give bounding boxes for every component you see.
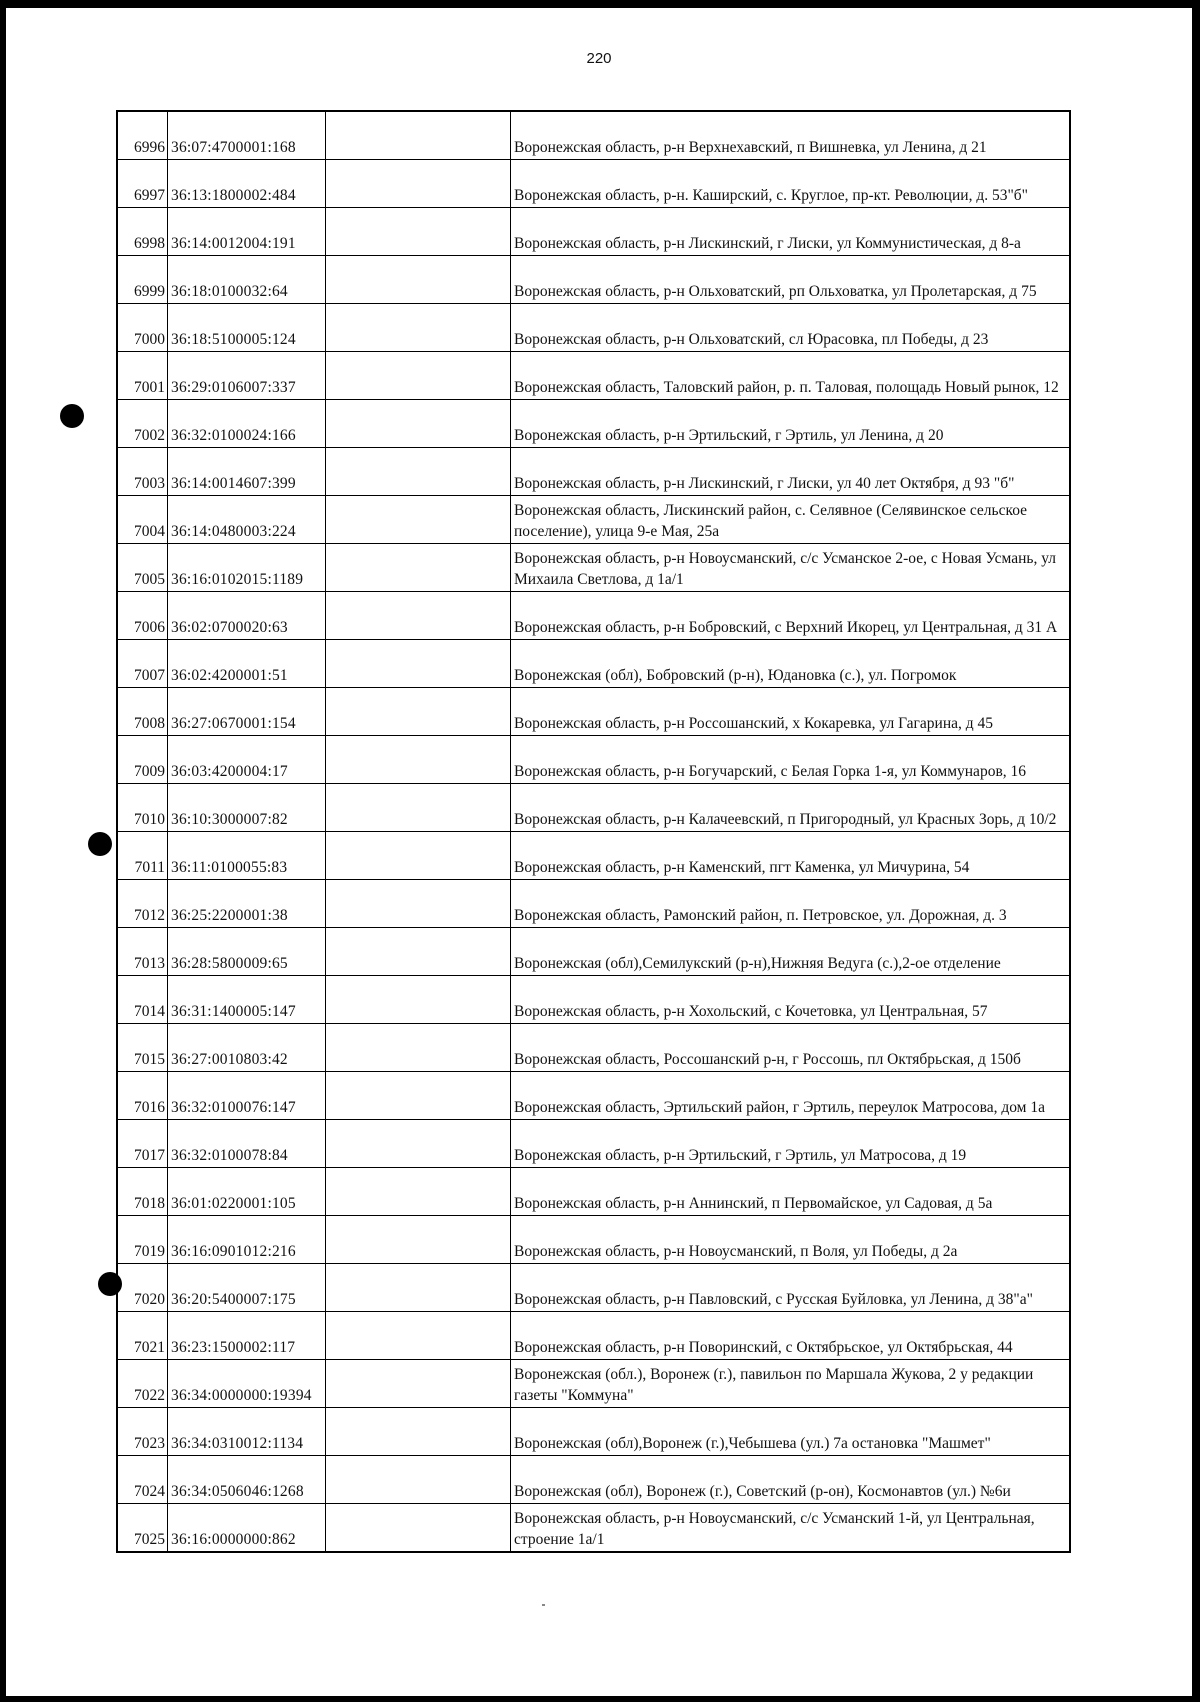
table-row <box>117 1216 1070 1264</box>
address-cell: Воронежская область, Лискинский район, с. Селявное (Селявинское сельское поселение), улица 9-е Мая, 25а <box>511 496 1071 544</box>
row-number-cell: 6997 <box>117 160 168 208</box>
cadastral-number-cell: 36:01:0220001:105 <box>168 1168 326 1216</box>
row-number-cell: 7008 <box>117 688 168 736</box>
table-row <box>117 1072 1070 1120</box>
table-row <box>117 448 1070 496</box>
cadastral-number-cell: 36:27:0010803:42 <box>168 1024 326 1072</box>
empty-cell <box>326 880 511 928</box>
address-cell: Воронежская область, р-н Поворинский, с Октябрьское, ул Октябрьская, 44 <box>511 1312 1071 1360</box>
empty-cell <box>326 784 511 832</box>
table-row <box>117 1312 1070 1360</box>
address-cell: Воронежская область, р-н Калачеевский, п Пригородный, ул Красных Зорь, д 10/2 <box>511 784 1071 832</box>
empty-cell <box>326 832 511 880</box>
empty-cell <box>326 1120 511 1168</box>
cadastral-number-cell: 36:11:0100055:83 <box>168 832 326 880</box>
empty-cell <box>326 1072 511 1120</box>
cadastral-number-cell: 36:14:0480003:224 <box>168 496 326 544</box>
cadastral-number-cell: 36:13:1800002:484 <box>168 160 326 208</box>
table-row <box>117 928 1070 976</box>
address-cell: Воронежская (обл),Семилукский (р-н),Нижняя Ведуга (с.),2-ое отделение <box>511 928 1071 976</box>
row-number-cell: 7010 <box>117 784 168 832</box>
table-row <box>117 1120 1070 1168</box>
table-row <box>117 736 1070 784</box>
cadastral-number-cell: 36:34:0000000:19394 <box>168 1360 326 1408</box>
row-number-cell: 7009 <box>117 736 168 784</box>
table-row <box>117 880 1070 928</box>
empty-cell <box>326 1456 511 1504</box>
address-cell: Воронежская область, р-н Эртильский, г Эртиль, ул Матросова, д 19 <box>511 1120 1071 1168</box>
cadastral-number-cell: 36:14:0014607:399 <box>168 448 326 496</box>
cadastral-number-cell: 36:18:0100032:64 <box>168 256 326 304</box>
row-number-cell: 7022 <box>117 1360 168 1408</box>
punch-hole-mark <box>88 832 112 856</box>
row-number-cell: 7015 <box>117 1024 168 1072</box>
row-number-cell: 7018 <box>117 1168 168 1216</box>
address-cell: Воронежская область, р-н Павловский, с Русская Буйловка, ул Ленина, д 38"а" <box>511 1264 1071 1312</box>
empty-cell <box>326 111 511 160</box>
row-number-cell: 6999 <box>117 256 168 304</box>
cadastral-number-cell: 36:16:0000000:862 <box>168 1504 326 1553</box>
cadastral-number-cell: 36:02:0700020:63 <box>168 592 326 640</box>
table-row <box>117 352 1070 400</box>
row-number-cell: 7020 <box>117 1264 168 1312</box>
table-row <box>117 111 1070 160</box>
cadastral-number-cell: 36:10:3000007:82 <box>168 784 326 832</box>
cadastral-number-cell: 36:18:5100005:124 <box>168 304 326 352</box>
row-number-cell: 6998 <box>117 208 168 256</box>
cadastral-number-cell: 36:32:0100078:84 <box>168 1120 326 1168</box>
empty-cell <box>326 304 511 352</box>
empty-cell <box>326 448 511 496</box>
row-number-cell: 7023 <box>117 1408 168 1456</box>
row-number-cell: 7006 <box>117 592 168 640</box>
address-cell: Воронежская область, Эртильский район, г Эртиль, переулок Матросова, дом 1а <box>511 1072 1071 1120</box>
address-cell: Воронежская область, р-н Каменский, пгт Каменка, ул Мичурина, 54 <box>511 832 1071 880</box>
address-cell: Воронежская область, р-н Аннинский, п Первомайское, ул Садовая, д 5а <box>511 1168 1071 1216</box>
row-number-cell: 6996 <box>117 111 168 160</box>
cadastral-number-cell: 36:14:0012004:191 <box>168 208 326 256</box>
row-number-cell: 7005 <box>117 544 168 592</box>
empty-cell <box>326 1504 511 1553</box>
table-row <box>117 688 1070 736</box>
table-row <box>117 304 1070 352</box>
cadastral-number-cell: 36:02:4200001:51 <box>168 640 326 688</box>
cadastral-number-cell: 36:23:1500002:117 <box>168 1312 326 1360</box>
address-cell: Воронежская (обл),Воронеж (г.),Чебышева (ул.) 7а остановка "Машмет" <box>511 1408 1071 1456</box>
address-cell: Воронежская область, р-н Хохольский, с Кочетовка, ул Центральная, 57 <box>511 976 1071 1024</box>
address-cell: Воронежская область, Таловский район, р. п. Таловая, полощадь Новый рынок, 12 <box>511 352 1071 400</box>
row-number-cell: 7002 <box>117 400 168 448</box>
empty-cell <box>326 1024 511 1072</box>
cadastral-number-cell: 36:29:0106007:337 <box>168 352 326 400</box>
table-row <box>117 976 1070 1024</box>
address-cell: Воронежская область, р-н Богучарский, с Белая Горка 1-я, ул Коммунаров, 16 <box>511 736 1071 784</box>
table-row <box>117 160 1070 208</box>
address-cell: Воронежская область, Рамонский район, п. Петровское, ул. Дорожная, д. 3 <box>511 880 1071 928</box>
address-cell: Воронежская область, р-н Ольховатский, рп Ольховатка, ул Пролетарская, д 75 <box>511 256 1071 304</box>
empty-cell <box>326 1168 511 1216</box>
row-number-cell: 7014 <box>117 976 168 1024</box>
address-cell: Воронежская область, р-н Эртильский, г Эртиль, ул Ленина, д 20 <box>511 400 1071 448</box>
empty-cell <box>326 640 511 688</box>
empty-cell <box>326 1312 511 1360</box>
address-cell: Воронежская область, р-н Лискинский, г Лиски, ул 40 лет Октября, д 93 "б" <box>511 448 1071 496</box>
table-row <box>117 592 1070 640</box>
table-row <box>117 208 1070 256</box>
row-number-cell: 7013 <box>117 928 168 976</box>
table-row <box>117 1360 1070 1408</box>
cadastral-number-cell: 36:16:0901012:216 <box>168 1216 326 1264</box>
empty-cell <box>326 1264 511 1312</box>
table-row <box>117 256 1070 304</box>
address-cell: Воронежская область, р-н Верхнехавский, п Вишневка, ул Ленина, д 21 <box>511 111 1071 160</box>
page-number: 220 <box>586 50 612 67</box>
table-row <box>117 400 1070 448</box>
address-cell: Воронежская область, р-н Бобровский, с Верхний Икорец, ул Центральная, д 31 А <box>511 592 1071 640</box>
row-number-cell: 7001 <box>117 352 168 400</box>
address-cell: Воронежская область, р-н Ольховатский, сл Юрасовка, пл Победы, д 23 <box>511 304 1071 352</box>
row-number-cell: 7017 <box>117 1120 168 1168</box>
address-cell: Воронежская (обл), Воронеж (г.), Советский (р-он), Космонавтов (ул.) №6и <box>511 1456 1071 1504</box>
empty-cell <box>326 256 511 304</box>
row-number-cell: 7019 <box>117 1216 168 1264</box>
address-cell: Воронежская область, р-н Лискинский, г Лиски, ул Коммунистическая, д 8-а <box>511 208 1071 256</box>
property-register-table <box>116 110 1071 1553</box>
cadastral-number-cell: 36:27:0670001:154 <box>168 688 326 736</box>
cadastral-number-cell: 36:34:0506046:1268 <box>168 1456 326 1504</box>
address-cell: Воронежская область, р-н. Каширский, с. Круглое, пр-кт. Революции, д. 53"б" <box>511 160 1071 208</box>
row-number-cell: 7007 <box>117 640 168 688</box>
address-cell: Воронежская область, р-н Новоусманский, с/с Усманское 2-ое, с Новая Усмань, ул Михаила Светлова, д 1а/1 <box>511 544 1071 592</box>
table-row <box>117 1264 1070 1312</box>
cadastral-number-cell: 36:16:0102015:1189 <box>168 544 326 592</box>
empty-cell <box>326 736 511 784</box>
row-number-cell: 7016 <box>117 1072 168 1120</box>
table-row <box>117 496 1070 544</box>
empty-cell <box>326 160 511 208</box>
table-row <box>117 784 1070 832</box>
table-row <box>117 1456 1070 1504</box>
cadastral-number-cell: 36:03:4200004:17 <box>168 736 326 784</box>
empty-cell <box>326 544 511 592</box>
table-row <box>117 832 1070 880</box>
row-number-cell: 7012 <box>117 880 168 928</box>
cadastral-number-cell: 36:28:5800009:65 <box>168 928 326 976</box>
row-number-cell: 7000 <box>117 304 168 352</box>
address-cell: Воронежская область, Россошанский р-н, г Россошь, пл Октябрьская, д 150б <box>511 1024 1071 1072</box>
empty-cell <box>326 1408 511 1456</box>
empty-cell <box>326 592 511 640</box>
table-row <box>117 544 1070 592</box>
table-row <box>117 1408 1070 1456</box>
row-number-cell: 7003 <box>117 448 168 496</box>
scan-artifact-dot <box>542 1604 545 1606</box>
table-row <box>117 1024 1070 1072</box>
address-cell: Воронежская (обл.), Воронеж (г.), павильон по Маршала Жукова, 2 у редакции газеты "Коммуна" <box>511 1360 1071 1408</box>
document-page <box>6 8 1192 1696</box>
cadastral-number-cell: 36:20:5400007:175 <box>168 1264 326 1312</box>
row-number-cell: 7025 <box>117 1504 168 1553</box>
row-number-cell: 7004 <box>117 496 168 544</box>
address-cell: Воронежская (обл), Бобровский (р-н), Юдановка (с.), ул. Погромок <box>511 640 1071 688</box>
cadastral-number-cell: 36:32:0100024:166 <box>168 400 326 448</box>
row-number-cell: 7024 <box>117 1456 168 1504</box>
cadastral-number-cell: 36:32:0100076:147 <box>168 1072 326 1120</box>
empty-cell <box>326 1216 511 1264</box>
empty-cell <box>326 400 511 448</box>
empty-cell <box>326 208 511 256</box>
row-number-cell: 7021 <box>117 1312 168 1360</box>
cadastral-number-cell: 36:31:1400005:147 <box>168 976 326 1024</box>
empty-cell <box>326 1360 511 1408</box>
empty-cell <box>326 928 511 976</box>
address-cell: Воронежская область, р-н Россошанский, х Кокаревка, ул Гагарина, д 45 <box>511 688 1071 736</box>
cadastral-number-cell: 36:25:2200001:38 <box>168 880 326 928</box>
punch-hole-mark <box>60 404 84 428</box>
row-number-cell: 7011 <box>117 832 168 880</box>
table-row <box>117 640 1070 688</box>
empty-cell <box>326 976 511 1024</box>
cadastral-number-cell: 36:07:4700001:168 <box>168 111 326 160</box>
table-row <box>117 1168 1070 1216</box>
empty-cell <box>326 496 511 544</box>
address-cell: Воронежская область, р-н Новоусманский, с/с Усманский 1-й, ул Центральная, строение 1а/1 <box>511 1504 1071 1553</box>
address-cell: Воронежская область, р-н Новоусманский, п Воля, ул Победы, д 2а <box>511 1216 1071 1264</box>
cadastral-number-cell: 36:34:0310012:1134 <box>168 1408 326 1456</box>
empty-cell <box>326 352 511 400</box>
table-row <box>117 1504 1070 1553</box>
empty-cell <box>326 688 511 736</box>
